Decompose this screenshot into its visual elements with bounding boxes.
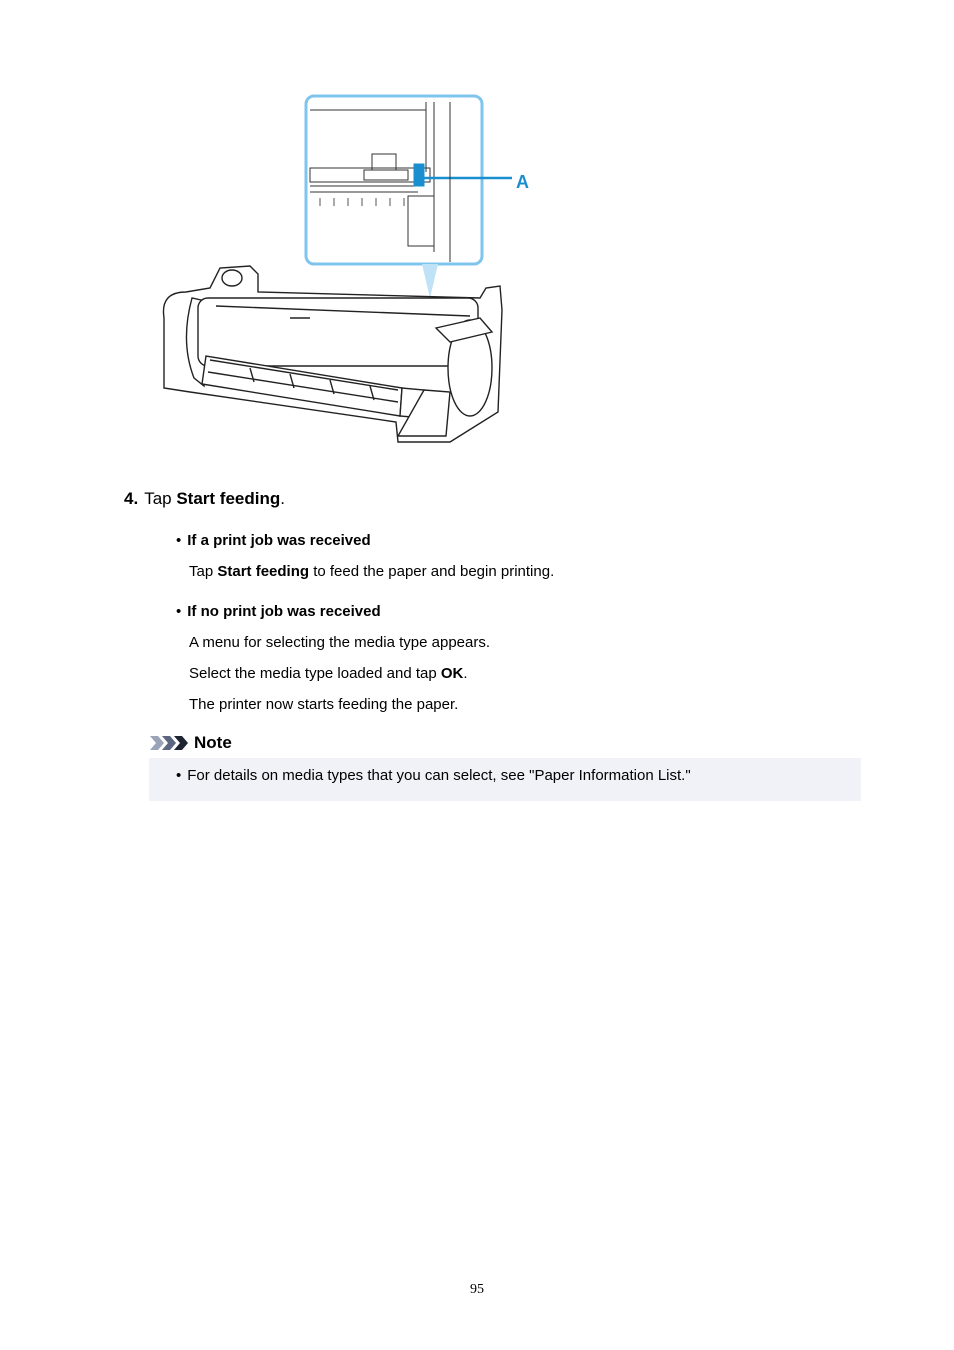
case-2-line-1 bbox=[189, 633, 490, 653]
bullet-icon: • bbox=[176, 767, 182, 784]
printer-body bbox=[163, 266, 502, 442]
case-print-job-received-title bbox=[176, 531, 371, 551]
line-text: Tap bbox=[189, 563, 218, 580]
case-2-line-3 bbox=[189, 695, 458, 715]
note-box bbox=[149, 758, 861, 801]
note-item bbox=[176, 766, 691, 786]
step-number: 4. bbox=[124, 489, 139, 508]
case-2-line-2 bbox=[189, 664, 468, 684]
line-text: A menu for selecting the media type appears. bbox=[189, 634, 491, 651]
line-text: Select the media type loaded and tap bbox=[189, 665, 441, 682]
callout-label: A bbox=[516, 172, 529, 192]
zoom-inset bbox=[306, 96, 512, 264]
step-action: Start feeding bbox=[176, 489, 281, 508]
step-suffix: . bbox=[280, 489, 285, 508]
printer-drawing bbox=[150, 92, 550, 452]
step-4 bbox=[124, 488, 285, 510]
note-chevrons-icon bbox=[150, 734, 188, 752]
case-no-print-job-title bbox=[176, 602, 381, 622]
bullet-icon: • bbox=[176, 532, 182, 549]
line-text: The printer now starts feeding the paper. bbox=[189, 696, 459, 713]
line-suffix: to feed the paper and begin printing. bbox=[309, 563, 555, 580]
step-prefix: Tap bbox=[144, 489, 177, 508]
zoom-pointer bbox=[422, 264, 438, 298]
printer-illustration bbox=[150, 92, 550, 452]
line-bold: OK bbox=[440, 665, 464, 682]
case-1-line-1 bbox=[189, 562, 554, 582]
line-suffix: . bbox=[463, 665, 468, 682]
note-item-text: For details on media types that you can select, see "Paper Information List." bbox=[187, 767, 691, 784]
case-title-text: If a print job was received bbox=[187, 532, 371, 549]
note-label: Note bbox=[194, 733, 232, 752]
note-heading bbox=[150, 732, 232, 754]
line-bold: Start feeding bbox=[217, 563, 310, 580]
bullet-icon: • bbox=[176, 603, 182, 620]
page-number: 95 bbox=[470, 1282, 484, 1297]
case-title-text: If no print job was received bbox=[187, 603, 381, 620]
